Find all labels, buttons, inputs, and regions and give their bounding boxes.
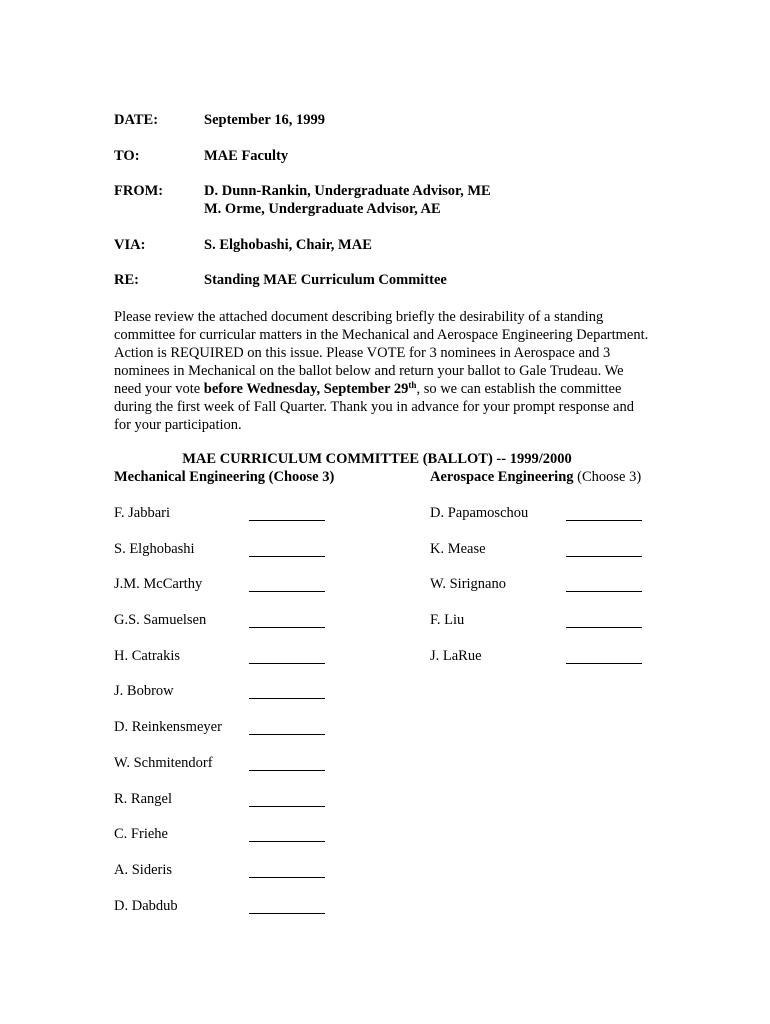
from-row <box>114 183 674 201</box>
vote-blank-line[interactable] <box>249 770 325 771</box>
re-label: RE: <box>114 272 139 288</box>
date-label: DATE: <box>114 112 159 128</box>
from-label: FROM: <box>114 183 164 199</box>
vote-blank-line[interactable] <box>249 913 325 914</box>
ae-heading-bold: Aerospace Engineering <box>430 469 574 485</box>
nominee-name: J.M. McCarthy <box>114 576 203 593</box>
from-row-2 <box>114 201 674 219</box>
via-row <box>114 237 674 255</box>
vote-blank-line[interactable] <box>566 591 642 592</box>
body-paragraph <box>114 308 654 434</box>
date-row <box>114 112 674 130</box>
nominee-name: D. Papamoschou <box>430 505 529 521</box>
nominee-name: J. Bobrow <box>114 683 174 700</box>
memo-header <box>114 112 674 290</box>
vote-blank-line[interactable] <box>566 663 642 664</box>
nominee-name: K. Mease <box>430 540 486 557</box>
via-label: VIA: <box>114 236 146 253</box>
vote-blank-line[interactable] <box>249 841 325 842</box>
vote-blank-line[interactable] <box>249 698 325 699</box>
vote-blank-line[interactable] <box>249 627 325 628</box>
vote-blank-line[interactable] <box>566 627 642 628</box>
ae-column-heading <box>430 469 641 486</box>
vote-blank-line[interactable] <box>249 734 325 735</box>
nominee-name: W. Sirignano <box>430 576 506 593</box>
nominee-name: D. Reinkensmeyer <box>114 719 222 736</box>
nominee-name: R. Rangel <box>114 790 172 807</box>
vote-blank-line[interactable] <box>249 877 325 878</box>
deadline-text: before Wednesday, September 29 <box>203 381 409 397</box>
ballot-title: MAE CURRICULUM COMMITTEE (BALLOT) -- 1999/2000 <box>182 451 572 467</box>
date-value: September 16, 1999 <box>204 112 325 128</box>
nominee-name: D. Dabdub <box>114 897 178 914</box>
vote-blank-line[interactable] <box>249 520 325 521</box>
ae-heading-rest: (Choose 3) <box>573 469 642 485</box>
deadline-superscript: th <box>408 380 417 390</box>
nominee-name: H. Catrakis <box>114 647 181 664</box>
nominee-name: G.S. Samuelsen <box>114 612 207 629</box>
nominee-name: C. Friehe <box>114 826 168 843</box>
body-text-part1: Please review the attached document describing briefly the desirability of a standing committee for curricular matters in the Mechanical and Aerospace Engineering Department. Action is REQUIRED on this issue. Please VOTE for 3 nominees in Aerospace and 3 nominees in Mechanical on the ballot below and return your ballot to Gale Trudeau. We need your vote <box>114 309 649 397</box>
re-row <box>114 272 674 290</box>
via-value: S. Elghobashi, Chair, MAE <box>204 236 372 253</box>
re-value: Standing MAE Curriculum Committee <box>204 272 447 288</box>
vote-blank-line[interactable] <box>249 806 325 807</box>
vote-blank-line[interactable] <box>566 556 642 557</box>
to-value: MAE Faculty <box>204 147 289 164</box>
me-column-heading: Mechanical Engineering (Choose 3) <box>114 469 335 485</box>
nominee-name: A. Sideris <box>114 861 172 878</box>
nominee-name: F. Jabbari <box>114 505 171 521</box>
vote-blank-line[interactable] <box>249 556 325 557</box>
nominee-name: J. LaRue <box>430 647 482 664</box>
to-row <box>114 148 674 166</box>
nominee-name: S. Elghobashi <box>114 540 195 557</box>
vote-blank-line[interactable] <box>249 591 325 592</box>
vote-blank-line[interactable] <box>249 663 325 664</box>
vote-blank-line[interactable] <box>566 520 642 521</box>
body-text-part2: , so we can establish the committee during the first week of Fall Quarter. Thank you in advance for your prompt response and for your participation. <box>114 381 634 433</box>
to-label: TO: <box>114 147 140 164</box>
nominee-name: W. Schmitendorf <box>114 754 213 771</box>
from-value-2: M. Orme, Undergraduate Advisor, AE <box>204 201 441 217</box>
nominee-name: F. Liu <box>430 612 465 629</box>
from-value-1: D. Dunn-Rankin, Undergraduate Advisor, ME <box>204 183 491 199</box>
